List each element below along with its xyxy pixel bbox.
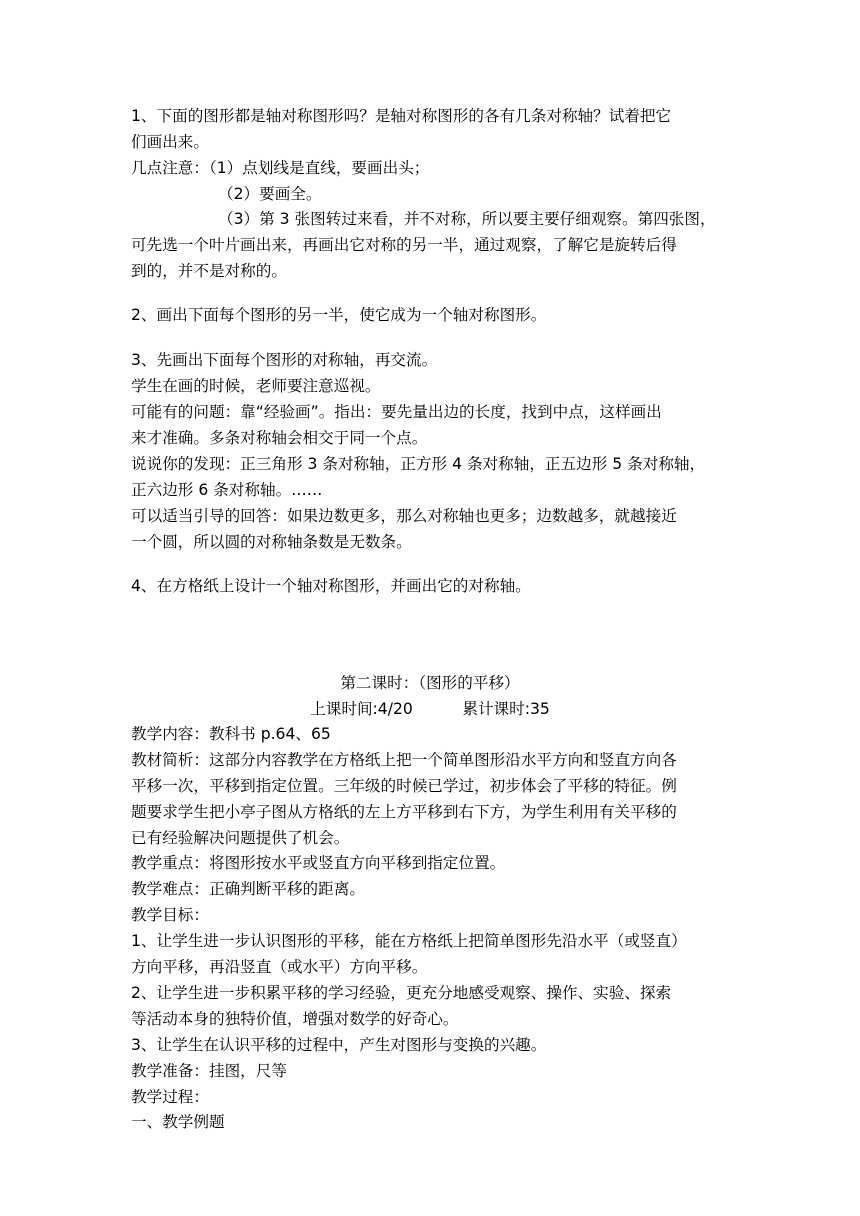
paragraph-line: 们画出来。 bbox=[131, 133, 209, 151]
paragraph-line: 可能有的问题：靠“经验画”。指出：要先量出边的长度，找到中点，这样画出 bbox=[131, 403, 662, 421]
section-heading: 一、教学例题 bbox=[131, 1113, 225, 1131]
paragraph-line: 1、让学生进一步认识图形的平移，能在方格纸上把简单图形先沿水平（或竖直） bbox=[131, 932, 687, 950]
paragraph-line: （3）第 3 张图转过来看，并不对称，所以要主要仔细观察。第四张图， bbox=[218, 210, 716, 228]
paragraph-line: 教材简析：这部分内容教学在方格纸上把一个简单图形沿水平方向和竖直方向各 bbox=[131, 751, 677, 769]
paragraph-line: 来才准确。多条对称轴会相交于同一个点。 bbox=[131, 429, 428, 447]
paragraph-line: 题要求学生把小亭子图从方格纸的左上方平移到右下方，为学生利用有关平移的 bbox=[131, 803, 677, 821]
paragraph-line: 教学重点：将图形按水平或竖直方向平移到指定位置。 bbox=[131, 854, 506, 872]
paragraph-line: 等活动本身的独特价值，增强对数学的好奇心。 bbox=[131, 1010, 459, 1028]
paragraph-line: 可以适当引导的回答：如果边数更多，那么对称轴也更多；边数越多，就越接近 bbox=[131, 507, 677, 525]
paragraph-line: 教学内容：教科书 p.64、65 bbox=[131, 725, 331, 743]
paragraph-line: 说说你的发现：正三角形 3 条对称轴，正方形 4 条对称轴，正五边形 5 条对称轴， bbox=[131, 455, 706, 473]
paragraph-line: 3、让学生在认识平移的过程中，产生对图形与变换的兴趣。 bbox=[131, 1036, 547, 1054]
paragraph-line: 已有经验解决问题提供了机会。 bbox=[131, 829, 350, 847]
paragraph-line: 2、让学生进一步积累平移的学习经验，更充分地感受观察、操作、实验、探索 bbox=[131, 984, 672, 1002]
paragraph-line: 到的，并不是对称的。 bbox=[131, 262, 287, 280]
lesson-time: 上课时间:4/20 累计课时:35 bbox=[310, 700, 550, 718]
paragraph-line: 教学准备：挂图，尺等 bbox=[131, 1062, 287, 1080]
paragraph-line: 3、先画出下面每个图形的对称轴，再交流。 bbox=[131, 351, 438, 369]
paragraph-line: 方向平移，再沿竖直（或水平）方向平移。 bbox=[131, 958, 428, 976]
paragraph-line: 教学目标： bbox=[131, 906, 209, 924]
paragraph-line: 4、在方格纸上设计一个轴对称图形，并画出它的对称轴。 bbox=[131, 577, 531, 595]
paragraph-line: （2）要画全。 bbox=[218, 185, 322, 203]
paragraph-line: 教学难点：正确判断平移的距离。 bbox=[131, 880, 365, 898]
paragraph-line: 几点注意：（1）点划线是直线，要画出头； bbox=[131, 159, 430, 177]
paragraph-line: 学生在画的时候，老师要注意巡视。 bbox=[131, 377, 381, 395]
paragraph-line: 平移一次，平移到指定位置。三年级的时候已学过，初步体会了平移的特征。例 bbox=[131, 777, 677, 795]
lesson-title: 第二课时：（图形的平移） bbox=[340, 674, 520, 692]
paragraph-line: 正六边形 6 条对称轴。…… bbox=[131, 481, 323, 499]
paragraph-line: 一个圆，所以圆的对称轴条数是无数条。 bbox=[131, 533, 412, 551]
paragraph-line: 1、下面的图形都是轴对称图形吗？是轴对称图形的各有几条对称轴？试着把它 bbox=[131, 107, 672, 125]
paragraph-line: 教学过程： bbox=[131, 1088, 209, 1106]
paragraph-line: 可先选一个叶片画出来，再画出它对称的另一半，通过观察，了解它是旋转后得 bbox=[131, 236, 677, 254]
paragraph-line: 2、画出下面每个图形的另一半，使它成为一个轴对称图形。 bbox=[131, 306, 547, 324]
